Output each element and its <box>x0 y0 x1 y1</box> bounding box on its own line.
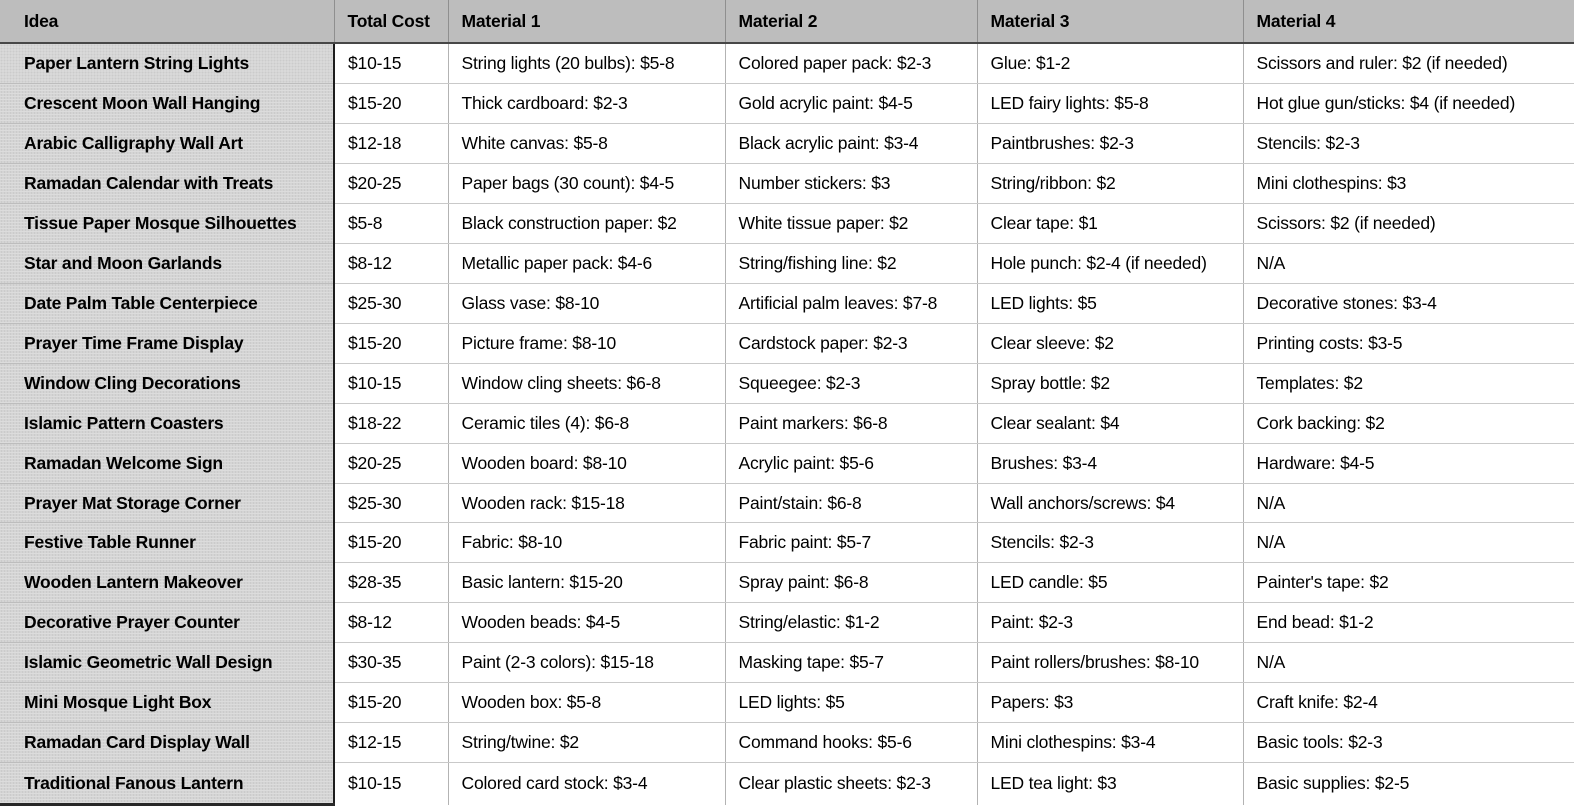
material-4-cell: Painter's tape: $2 <box>1243 563 1574 603</box>
idea-cell: Ramadan Welcome Sign <box>0 443 334 483</box>
table-row <box>0 204 1574 244</box>
column-header-material-1: Material 1 <box>448 0 725 43</box>
table-row <box>0 283 1574 323</box>
material-3-cell: Paint rollers/brushes: $8-10 <box>977 643 1243 683</box>
idea-cell: Decorative Prayer Counter <box>0 603 334 643</box>
material-4-cell: Scissors: $2 (if needed) <box>1243 204 1574 244</box>
column-header-total-cost: Total Cost <box>334 0 448 43</box>
table-row <box>0 244 1574 284</box>
material-1-cell: String lights (20 bulbs): $5-8 <box>448 43 725 84</box>
material-1-cell: Wooden beads: $4-5 <box>448 603 725 643</box>
material-1-cell: Thick cardboard: $2-3 <box>448 84 725 124</box>
material-1-cell: String/twine: $2 <box>448 723 725 763</box>
material-4-cell: Basic tools: $2-3 <box>1243 723 1574 763</box>
material-2-cell: White tissue paper: $2 <box>725 204 977 244</box>
material-3-cell: Brushes: $3-4 <box>977 443 1243 483</box>
material-3-cell: Glue: $1-2 <box>977 43 1243 84</box>
idea-cell: Traditional Fanous Lantern <box>0 763 334 805</box>
material-4-cell: Hardware: $4-5 <box>1243 443 1574 483</box>
material-3-cell: Wall anchors/screws: $4 <box>977 483 1243 523</box>
material-4-cell: End bead: $1-2 <box>1243 603 1574 643</box>
material-1-cell: Colored card stock: $3-4 <box>448 763 725 805</box>
idea-cell: Paper Lantern String Lights <box>0 43 334 84</box>
material-2-cell: Number stickers: $3 <box>725 164 977 204</box>
material-1-cell: Ceramic tiles (4): $6-8 <box>448 403 725 443</box>
material-1-cell: Wooden board: $8-10 <box>448 443 725 483</box>
material-1-cell: Window cling sheets: $6-8 <box>448 363 725 403</box>
table-row <box>0 323 1574 363</box>
material-1-cell: White canvas: $5-8 <box>448 124 725 164</box>
idea-cell: Tissue Paper Mosque Silhouettes <box>0 204 334 244</box>
material-2-cell: Masking tape: $5-7 <box>725 643 977 683</box>
table-row <box>0 124 1574 164</box>
idea-cell: Date Palm Table Centerpiece <box>0 283 334 323</box>
material-1-cell: Picture frame: $8-10 <box>448 323 725 363</box>
material-2-cell: Paint markers: $6-8 <box>725 403 977 443</box>
idea-cell: Festive Table Runner <box>0 523 334 563</box>
material-4-cell: Hot glue gun/sticks: $4 (if needed) <box>1243 84 1574 124</box>
total-cost-cell: $10-15 <box>334 363 448 403</box>
material-3-cell: Clear sealant: $4 <box>977 403 1243 443</box>
material-2-cell: Cardstock paper: $2-3 <box>725 323 977 363</box>
table-row <box>0 403 1574 443</box>
table-row <box>0 763 1574 805</box>
idea-cell: Prayer Mat Storage Corner <box>0 483 334 523</box>
table-row <box>0 603 1574 643</box>
material-4-cell: Stencils: $2-3 <box>1243 124 1574 164</box>
material-2-cell: LED lights: $5 <box>725 683 977 723</box>
material-2-cell: Colored paper pack: $2-3 <box>725 43 977 84</box>
material-1-cell: Wooden box: $5-8 <box>448 683 725 723</box>
total-cost-cell: $12-18 <box>334 124 448 164</box>
total-cost-cell: $20-25 <box>334 164 448 204</box>
idea-cell: Ramadan Calendar with Treats <box>0 164 334 204</box>
material-2-cell: Black acrylic paint: $3-4 <box>725 124 977 164</box>
material-2-cell: String/fishing line: $2 <box>725 244 977 284</box>
material-1-cell: Fabric: $8-10 <box>448 523 725 563</box>
table-row <box>0 43 1574 84</box>
material-3-cell: Paintbrushes: $2-3 <box>977 124 1243 164</box>
material-3-cell: LED lights: $5 <box>977 283 1243 323</box>
idea-cell: Star and Moon Garlands <box>0 244 334 284</box>
total-cost-cell: $10-15 <box>334 43 448 84</box>
material-3-cell: Stencils: $2-3 <box>977 523 1243 563</box>
material-3-cell: Clear sleeve: $2 <box>977 323 1243 363</box>
material-1-cell: Basic lantern: $15-20 <box>448 563 725 603</box>
total-cost-cell: $10-15 <box>334 763 448 805</box>
material-1-cell: Wooden rack: $15-18 <box>448 483 725 523</box>
material-4-cell: N/A <box>1243 244 1574 284</box>
material-3-cell: Spray bottle: $2 <box>977 363 1243 403</box>
material-4-cell: Printing costs: $3-5 <box>1243 323 1574 363</box>
material-1-cell: Glass vase: $8-10 <box>448 283 725 323</box>
total-cost-cell: $15-20 <box>334 683 448 723</box>
material-3-cell: Clear tape: $1 <box>977 204 1243 244</box>
material-2-cell: Fabric paint: $5-7 <box>725 523 977 563</box>
idea-cell: Islamic Pattern Coasters <box>0 403 334 443</box>
material-4-cell: Cork backing: $2 <box>1243 403 1574 443</box>
idea-cell: Islamic Geometric Wall Design <box>0 643 334 683</box>
table-body <box>0 43 1574 805</box>
material-2-cell: Spray paint: $6-8 <box>725 563 977 603</box>
material-1-cell: Paper bags (30 count): $4-5 <box>448 164 725 204</box>
total-cost-cell: $25-30 <box>334 283 448 323</box>
material-3-cell: String/ribbon: $2 <box>977 164 1243 204</box>
idea-cell: Prayer Time Frame Display <box>0 323 334 363</box>
table-row <box>0 84 1574 124</box>
material-4-cell: Scissors and ruler: $2 (if needed) <box>1243 43 1574 84</box>
table-row <box>0 164 1574 204</box>
table-header <box>0 0 1574 43</box>
material-3-cell: LED candle: $5 <box>977 563 1243 603</box>
column-header-idea: Idea <box>0 0 334 43</box>
material-1-cell: Paint (2-3 colors): $15-18 <box>448 643 725 683</box>
material-2-cell: String/elastic: $1-2 <box>725 603 977 643</box>
material-2-cell: Squeegee: $2-3 <box>725 363 977 403</box>
idea-cell: Wooden Lantern Makeover <box>0 563 334 603</box>
total-cost-cell: $28-35 <box>334 563 448 603</box>
material-2-cell: Paint/stain: $6-8 <box>725 483 977 523</box>
table-row <box>0 643 1574 683</box>
material-2-cell: Command hooks: $5-6 <box>725 723 977 763</box>
material-4-cell: N/A <box>1243 643 1574 683</box>
total-cost-cell: $5-8 <box>334 204 448 244</box>
total-cost-cell: $15-20 <box>334 323 448 363</box>
material-3-cell: Mini clothespins: $3-4 <box>977 723 1243 763</box>
material-2-cell: Artificial palm leaves: $7-8 <box>725 283 977 323</box>
table-row <box>0 683 1574 723</box>
column-header-material-4: Material 4 <box>1243 0 1574 43</box>
header-row <box>0 0 1574 43</box>
total-cost-cell: $12-15 <box>334 723 448 763</box>
table-row <box>0 523 1574 563</box>
total-cost-cell: $25-30 <box>334 483 448 523</box>
table-row <box>0 723 1574 763</box>
material-4-cell: Craft knife: $2-4 <box>1243 683 1574 723</box>
idea-cell: Arabic Calligraphy Wall Art <box>0 124 334 164</box>
material-4-cell: Templates: $2 <box>1243 363 1574 403</box>
idea-cell: Crescent Moon Wall Hanging <box>0 84 334 124</box>
material-3-cell: Paint: $2-3 <box>977 603 1243 643</box>
material-1-cell: Metallic paper pack: $4-6 <box>448 244 725 284</box>
table-row <box>0 483 1574 523</box>
table-row <box>0 363 1574 403</box>
total-cost-cell: $8-12 <box>334 244 448 284</box>
material-3-cell: Hole punch: $2-4 (if needed) <box>977 244 1243 284</box>
material-3-cell: LED fairy lights: $5-8 <box>977 84 1243 124</box>
material-1-cell: Black construction paper: $2 <box>448 204 725 244</box>
material-3-cell: Papers: $3 <box>977 683 1243 723</box>
material-2-cell: Acrylic paint: $5-6 <box>725 443 977 483</box>
idea-cell: Mini Mosque Light Box <box>0 683 334 723</box>
column-header-material-2: Material 2 <box>725 0 977 43</box>
material-4-cell: N/A <box>1243 483 1574 523</box>
total-cost-cell: $20-25 <box>334 443 448 483</box>
material-4-cell: Decorative stones: $3-4 <box>1243 283 1574 323</box>
idea-cell: Ramadan Card Display Wall <box>0 723 334 763</box>
total-cost-cell: $15-20 <box>334 523 448 563</box>
column-header-material-3: Material 3 <box>977 0 1243 43</box>
material-4-cell: N/A <box>1243 523 1574 563</box>
material-4-cell: Mini clothespins: $3 <box>1243 164 1574 204</box>
table-row <box>0 443 1574 483</box>
table-row <box>0 563 1574 603</box>
material-4-cell: Basic supplies: $2-5 <box>1243 763 1574 805</box>
material-3-cell: LED tea light: $3 <box>977 763 1243 805</box>
material-2-cell: Clear plastic sheets: $2-3 <box>725 763 977 805</box>
total-cost-cell: $15-20 <box>334 84 448 124</box>
total-cost-cell: $18-22 <box>334 403 448 443</box>
total-cost-cell: $8-12 <box>334 603 448 643</box>
idea-cell: Window Cling Decorations <box>0 363 334 403</box>
total-cost-cell: $30-35 <box>334 643 448 683</box>
material-2-cell: Gold acrylic paint: $4-5 <box>725 84 977 124</box>
